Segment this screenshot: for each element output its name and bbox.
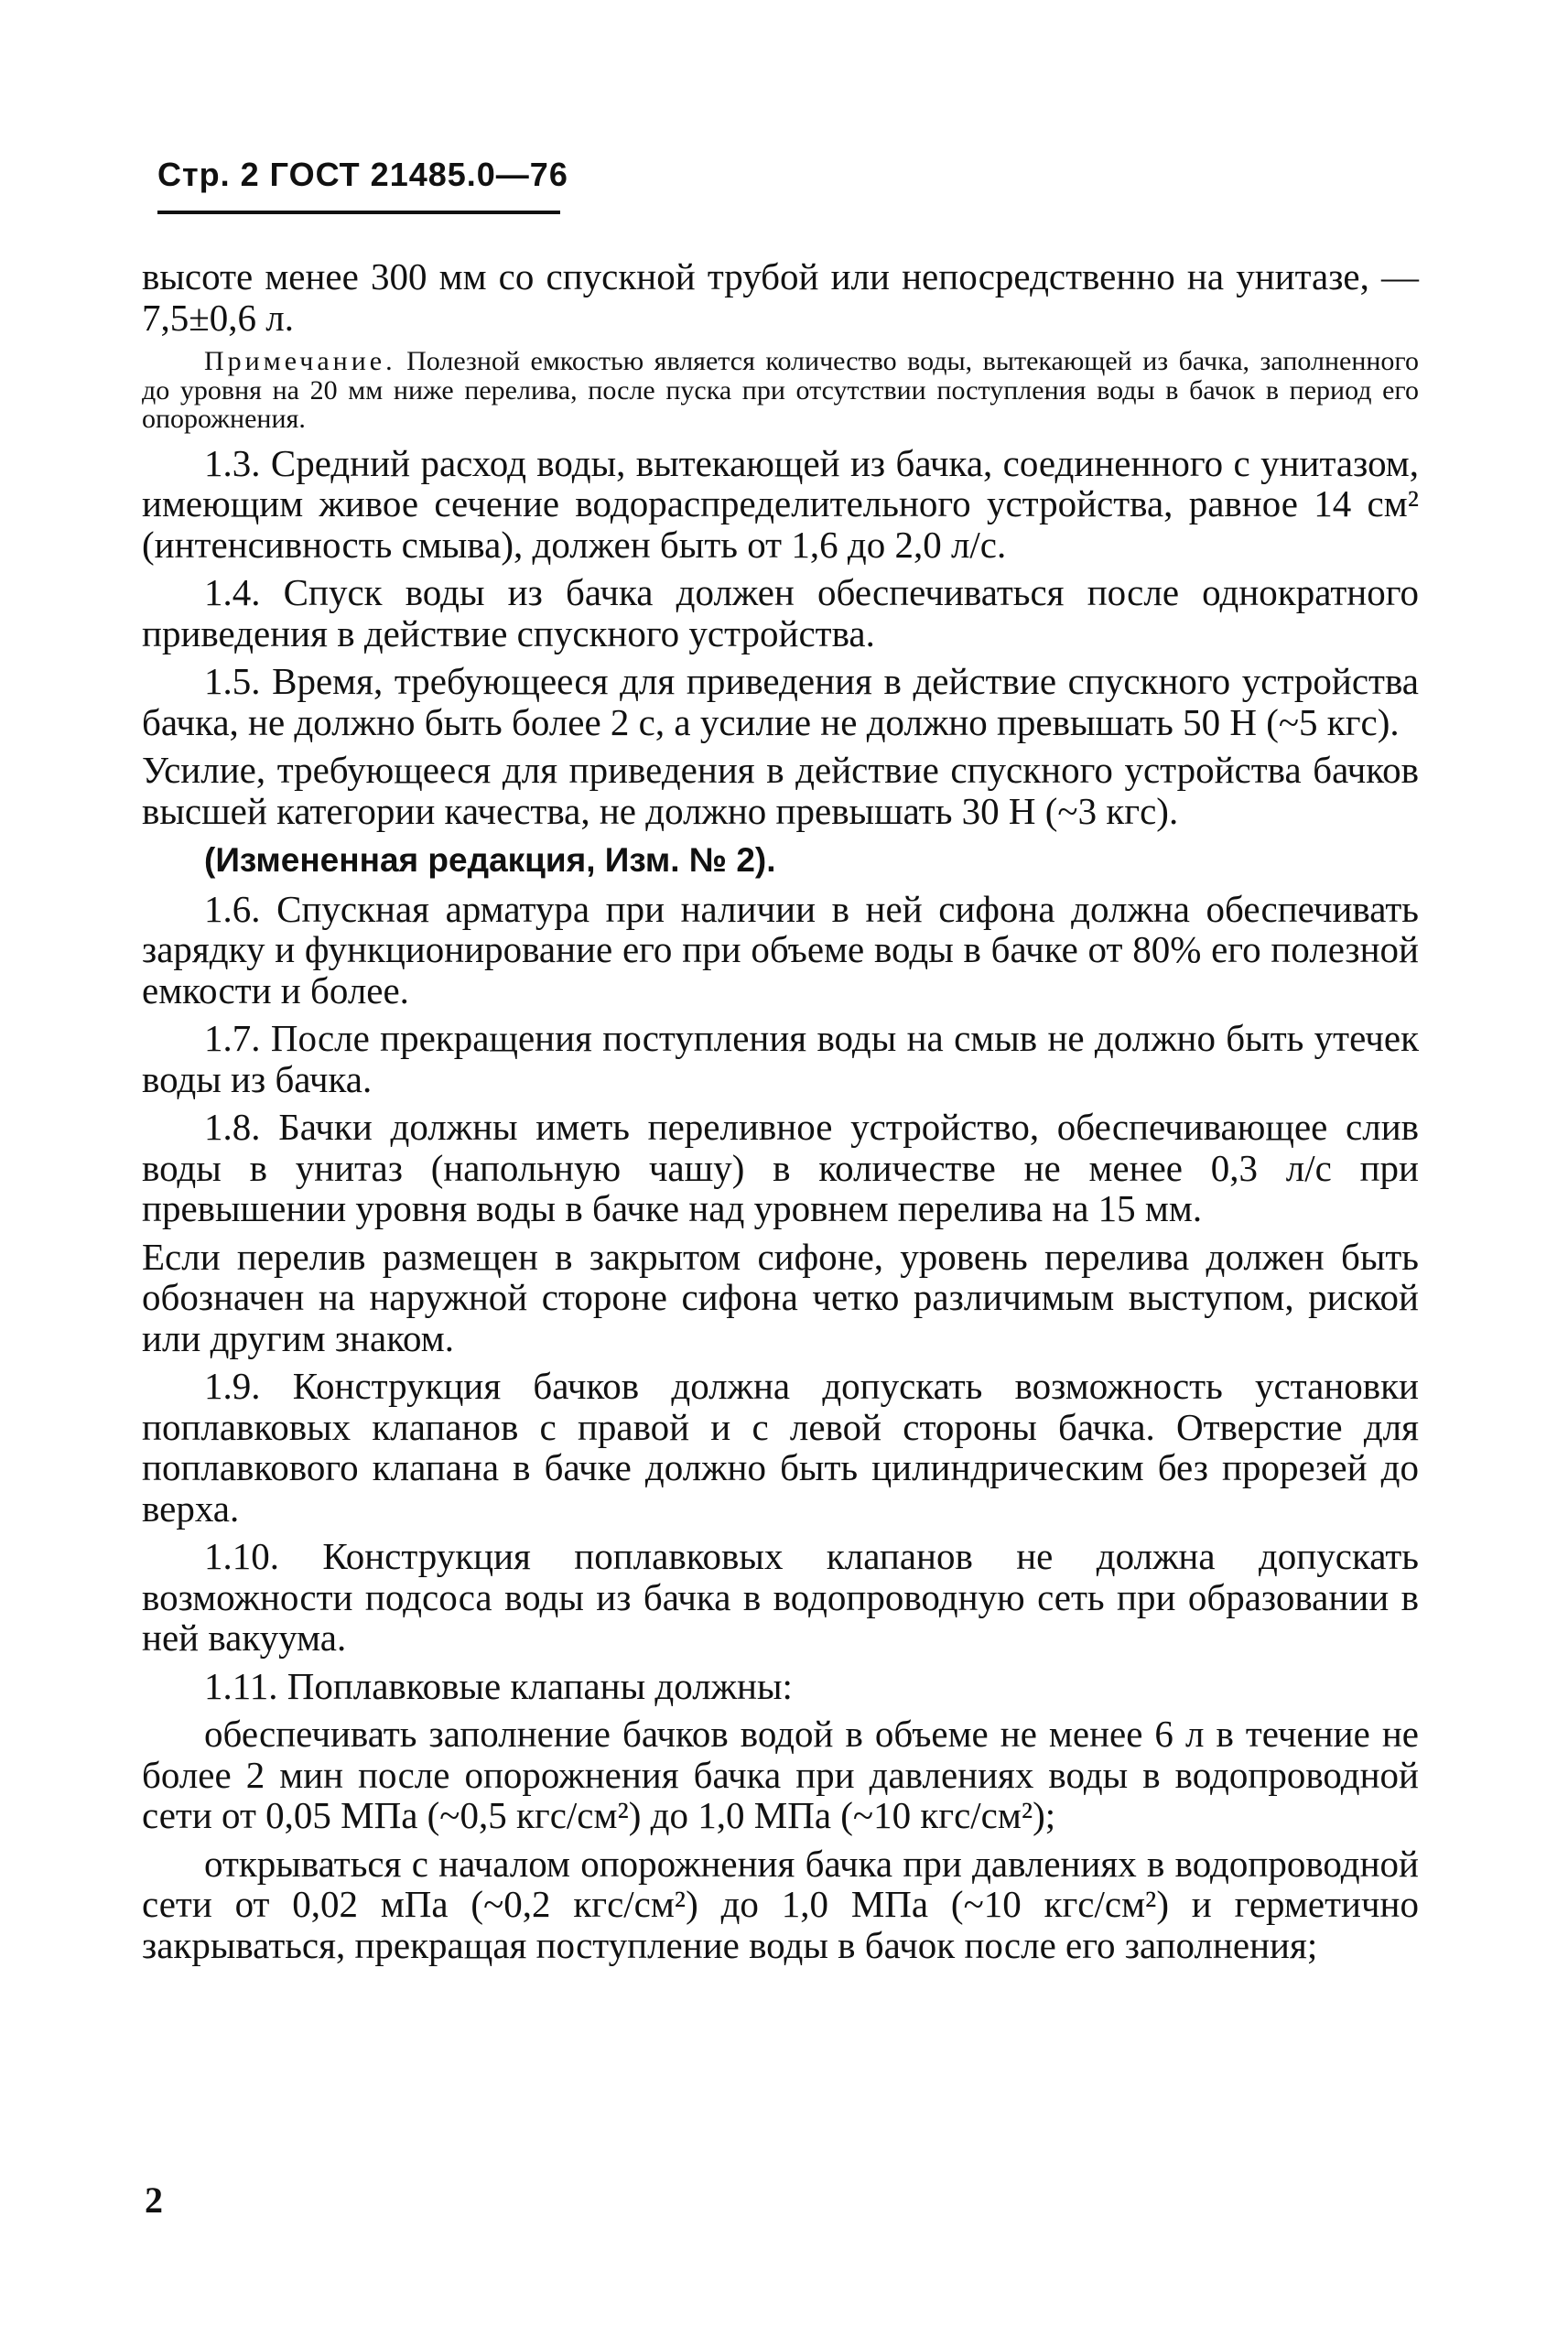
clause-1-3: 1.3. Средний расход воды, вытекающей из бачка, соединенного с унитазом, имеющим живое сечение водораспределительного устройства, равное 14 см² (интенсивность смыва), должен быть от 1,6 до 2,0 л/с. [142,441,1419,566]
amendment-note [142,838,1419,881]
clause-1-5: 1.5. Время, требующееся для приведения в действие спускного устройства бачка, не должно быть более 2 с, а усилие не должно превышать 50 Н (~5 кгс). [142,660,1419,743]
clause-1-10: 1.10. Конструкция поплавковых клапанов не должна допускать возможности подсоса воды из бачка в водопроводную сеть при образовании в ней вакуума. [142,1535,1419,1659]
page-number: 2 [145,2179,163,2221]
clause-1-11: 1.11. Поплавковые клапаны должны: [204,1664,793,1707]
clause-1-11-item-a: обеспечивать заполнение бачков водой в объеме не менее 6 л в течение не более 2 мин после опорожнения бачка при давлениях воды в водопроводной сети от 0,05 МПа (~0,5 кгс/см²) до 1,0 МПа (~10 кгс/см²); [142,1713,1419,1836]
clause-1-9: 1.9. Конструкция бачков должна допускать возможность установки поплавковых клапанов с правой и с левой стороны бачка. Отверстие для поплавкового клапана в бачке должно быть цилиндрическим без прорезей до верха. [142,1365,1419,1530]
header-rule [157,211,560,214]
clause-1-5-extra: Усилие, требующееся для приведения в действие спускного устройства бачков высшей категории качества, не должно превышать 30 Н (~3 кгс). [142,749,1419,832]
page-header: Стр. 2 ГОСТ 21485.0—76 [157,156,568,193]
note-label: Примечание. [204,346,396,376]
clause-1-8-extra: Если перелив размещен в закрытом сифоне, уровень перелива должен быть обозначен на наружной стороне сифона четко различимым выступом, риской или другим знаком. [142,1235,1419,1359]
clause-1-6: 1.6. Спускная арматура при наличии в ней сифона должна обеспечивать зарядку и функционирование его при объеме воды в бачке от 80% его полезной емкости и более. [142,887,1419,1011]
clause-1-4: 1.4. Спуск воды из бачка должен обеспечиваться после однократного приведения в действие спускного устройства. [142,571,1419,654]
note [142,347,1419,434]
clause-1-11-item-b: открываться с началом опорожнения бачка при давлениях в водопроводной сети от 0,02 мПа (~0,2 кгс/см²) до 1,0 МПа (~10 кгс/см²) и герметично закрываться, прекращая поступление воды в бачок после его заполнения; [142,1842,1419,1966]
note-text: Полезной емкостью является количество воды, вытекающей из бачка, заполненного до уровня на 20 мм ниже перелива, после пуска при отсутствии поступления воды в бачок в период его опорожнения. [142,346,1419,434]
clause-1-7: 1.7. После прекращения поступления воды на смыв не должно быть утечек воды из бачка. [142,1017,1419,1100]
paragraph-continuation: высоте менее 300 мм со спускной трубой или непосредственно на унитазе, — 7,5±0,6 л. [142,255,1419,339]
amendment-text: (Измененная редакция, Изм. № 2). [204,841,776,879]
document-body [142,256,1419,1973]
clause-1-8: 1.8. Бачки должны иметь переливное устройство, обеспечивающее слив воды в унитаз (напольную чашу) в количестве не менее 0,3 л/с при превышении уровня воды в бачке над уровнем перелива на 15 мм. [142,1106,1419,1229]
